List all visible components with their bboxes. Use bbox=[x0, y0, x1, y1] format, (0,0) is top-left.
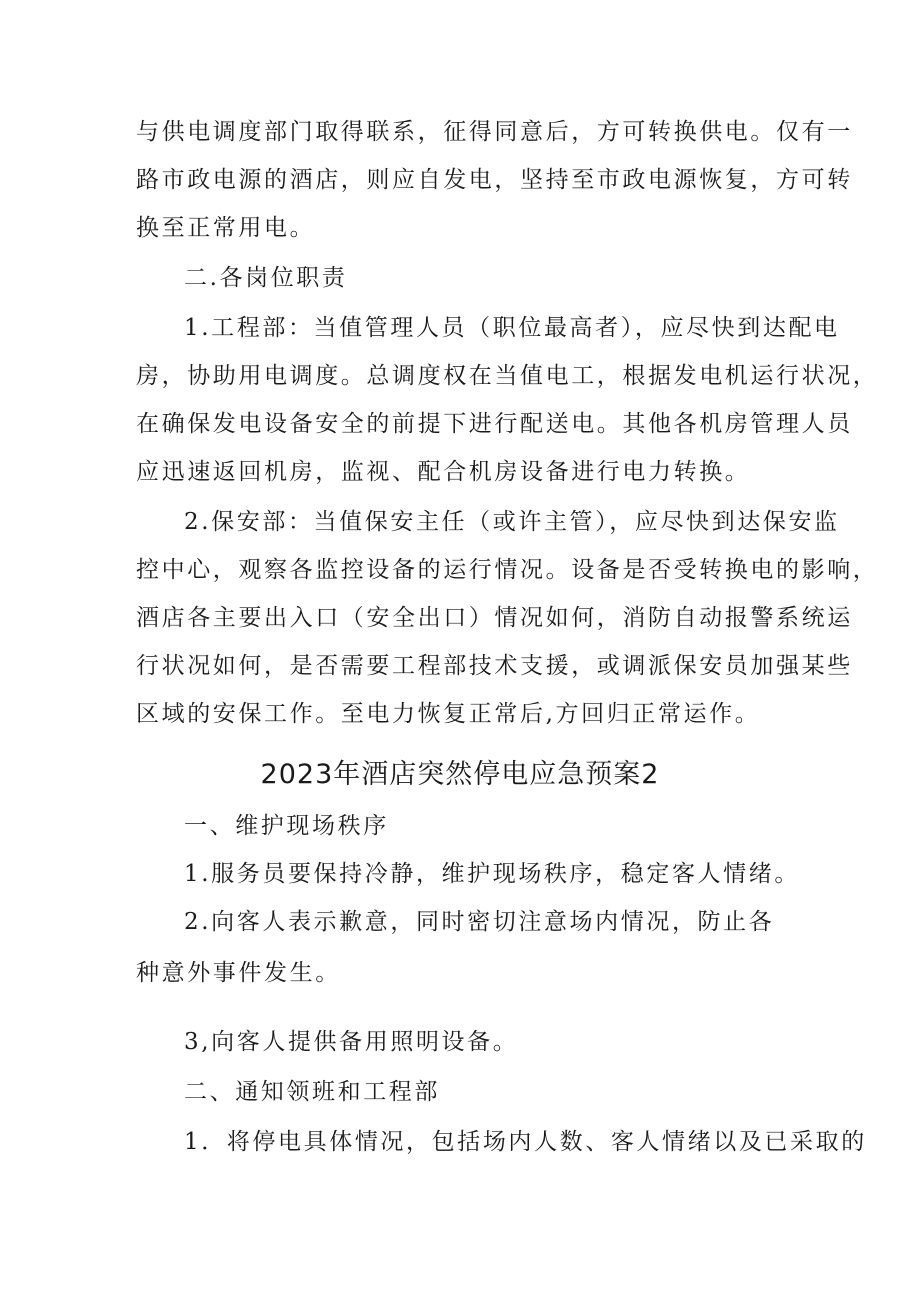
section-heading: 二.各岗位职责 bbox=[184, 265, 348, 291]
list-item-line: 酒店各主要出入口（安全出口）情况如何，消防自动报警系统运 bbox=[136, 605, 853, 631]
list-item-line: 行状况如何，是否需要工程部技术支援，或调派保安员加强某些 bbox=[136, 653, 853, 679]
list-item-line: 在确保发电设备安全的前提下进行配送电。其他各机房管理人员 bbox=[136, 411, 853, 437]
list-item-line: 控中心，观察各监控设备的运行情况。设备是否受转换电的影响， bbox=[136, 557, 879, 583]
section-heading: 一、维护现场秩序 bbox=[184, 813, 389, 839]
list-item-line: 3,向客人提供备用照明设备。 bbox=[184, 1029, 519, 1055]
paragraph-line: 换至正常用电。 bbox=[136, 215, 316, 241]
list-item-line: 2.保安部：当值保安主任（或许主管），应尽快到达保安监 bbox=[184, 509, 840, 535]
paragraph-line: 与供电调度部门取得联系，征得同意后，方可转换供电。仅有一 bbox=[136, 119, 853, 145]
section-heading: 二、通知领班和工程部 bbox=[184, 1079, 440, 1105]
list-item-line: 2.向客人表示歉意，同时密切注意场内情况，防止各 bbox=[184, 909, 775, 935]
paragraph-line: 路市政电源的酒店，则应自发电，坚持至市政电源恢复，方可转 bbox=[136, 167, 853, 193]
list-item-line: 1．将停电具体情况，包括场内人数、客人情绪以及已采取的 bbox=[184, 1129, 867, 1155]
list-item-line: 房，协助用电调度。总调度权在当值电工，根据发电机运行状况， bbox=[136, 363, 879, 389]
list-item-line: 1.服务员要保持冷静，维护现场秩序，稳定客人情绪。 bbox=[184, 861, 800, 887]
list-item-line: 应迅速返回机房，监视、配合机房设备进行电力转换。 bbox=[136, 459, 751, 485]
list-item-line: 1.工程部：当值管理人员（职位最高者），应尽快到达配电 bbox=[184, 315, 840, 341]
list-item-line: 区域的安保工作。至电力恢复正常后,方回归正常运作。 bbox=[136, 701, 761, 727]
document-title: 2023年酒店突然停电应急预案2 bbox=[260, 759, 660, 790]
list-item-line: 种意外事件发生。 bbox=[136, 960, 341, 986]
